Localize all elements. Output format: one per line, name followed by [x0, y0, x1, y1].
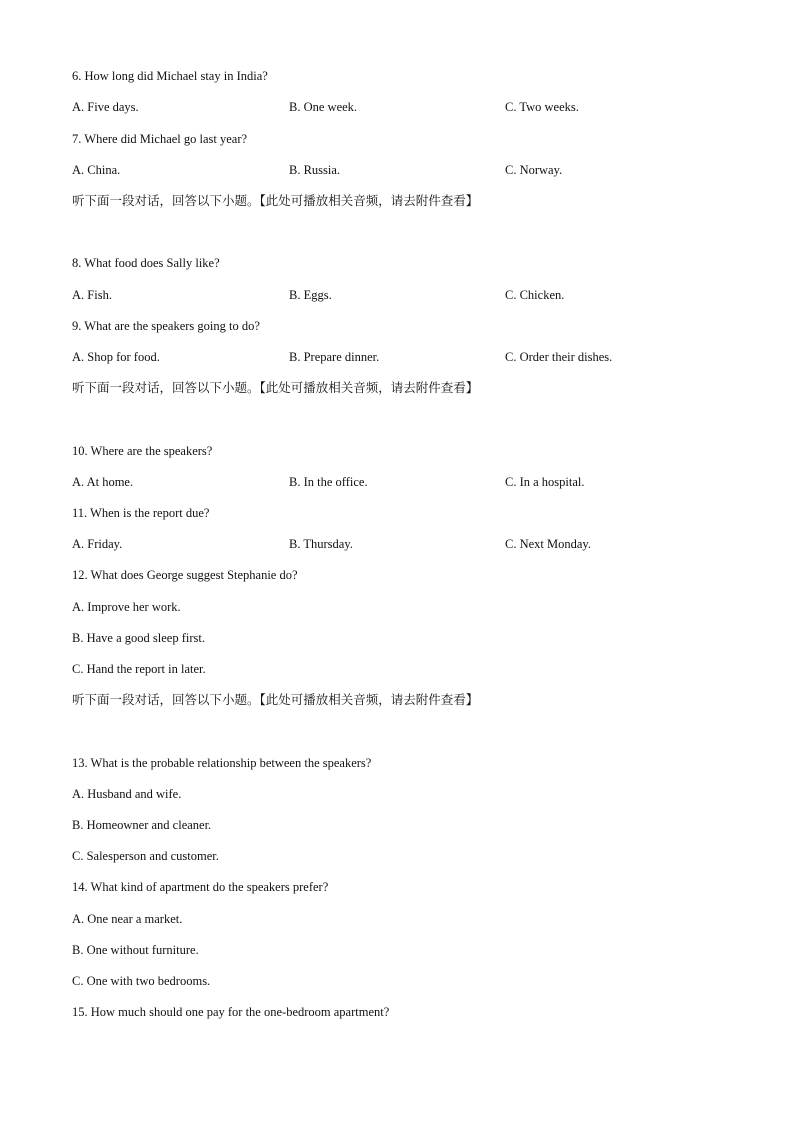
question-8: 8. What food does Sally like?: [72, 256, 220, 270]
q10-option-b: B. In the office.: [289, 475, 368, 489]
q8-option-c: C. Chicken.: [505, 288, 565, 302]
q14-option-a: A. One near a market.: [72, 912, 183, 926]
q9-option-a: A. Shop for food.: [72, 350, 160, 364]
question-6: 6. How long did Michael stay in India?: [72, 69, 268, 83]
q9-option-b: B. Prepare dinner.: [289, 350, 380, 364]
q14-option-c: C. One with two bedrooms.: [72, 974, 211, 988]
q10-option-c: C. In a hospital.: [505, 475, 585, 489]
q12-option-a: A. Improve her work.: [72, 600, 181, 614]
question-11: 11. When is the report due?: [72, 506, 210, 520]
q7-option-c: C. Norway.: [505, 163, 563, 177]
q6-option-b: B. One week.: [289, 100, 358, 114]
q12-option-b: B. Have a good sleep first.: [72, 631, 205, 645]
listening-instruction: 听下面一段对话，回答以下小题。【此处可播放相关音频，请去附件查看】: [72, 380, 479, 395]
q8-option-a: A. Fish.: [72, 288, 112, 302]
q11-option-b: B. Thursday.: [289, 537, 353, 551]
q12-option-c: C. Hand the report in later.: [72, 662, 206, 676]
question-12: 12. What does George suggest Stephanie do?: [72, 568, 298, 582]
q8-option-b: B. Eggs.: [289, 288, 332, 302]
q6-option-c: C. Two weeks.: [505, 100, 579, 114]
q11-option-c: C. Next Monday.: [505, 537, 591, 551]
question-15: 15. How much should one pay for the one-bedroom apartment?: [72, 1005, 390, 1019]
q13-option-b: B. Homeowner and cleaner.: [72, 818, 212, 832]
question-13: 13. What is the probable relationship between the speakers?: [72, 756, 372, 770]
listening-instruction: 听下面一段对话，回答以下小题。【此处可播放相关音频，请去附件查看】: [72, 692, 479, 707]
question-10: 10. Where are the speakers?: [72, 444, 213, 458]
q11-option-a: A. Friday.: [72, 537, 123, 551]
q10-option-a: A. At home.: [72, 475, 134, 489]
q14-option-b: B. One without furniture.: [72, 943, 199, 957]
listening-instruction: 听下面一段对话，回答以下小题。【此处可播放相关音频，请去附件查看】: [72, 193, 479, 208]
q7-option-a: A. China.: [72, 163, 121, 177]
q6-option-a: A. Five days.: [72, 100, 139, 114]
question-14: 14. What kind of apartment do the speakers prefer?: [72, 880, 329, 894]
q13-option-a: A. Husband and wife.: [72, 787, 182, 801]
question-7: 7. Where did Michael go last year?: [72, 132, 248, 146]
question-9: 9. What are the speakers going to do?: [72, 319, 260, 333]
q13-option-c: C. Salesperson and customer.: [72, 849, 219, 863]
q9-option-c: C. Order their dishes.: [505, 350, 613, 364]
q7-option-b: B. Russia.: [289, 163, 341, 177]
